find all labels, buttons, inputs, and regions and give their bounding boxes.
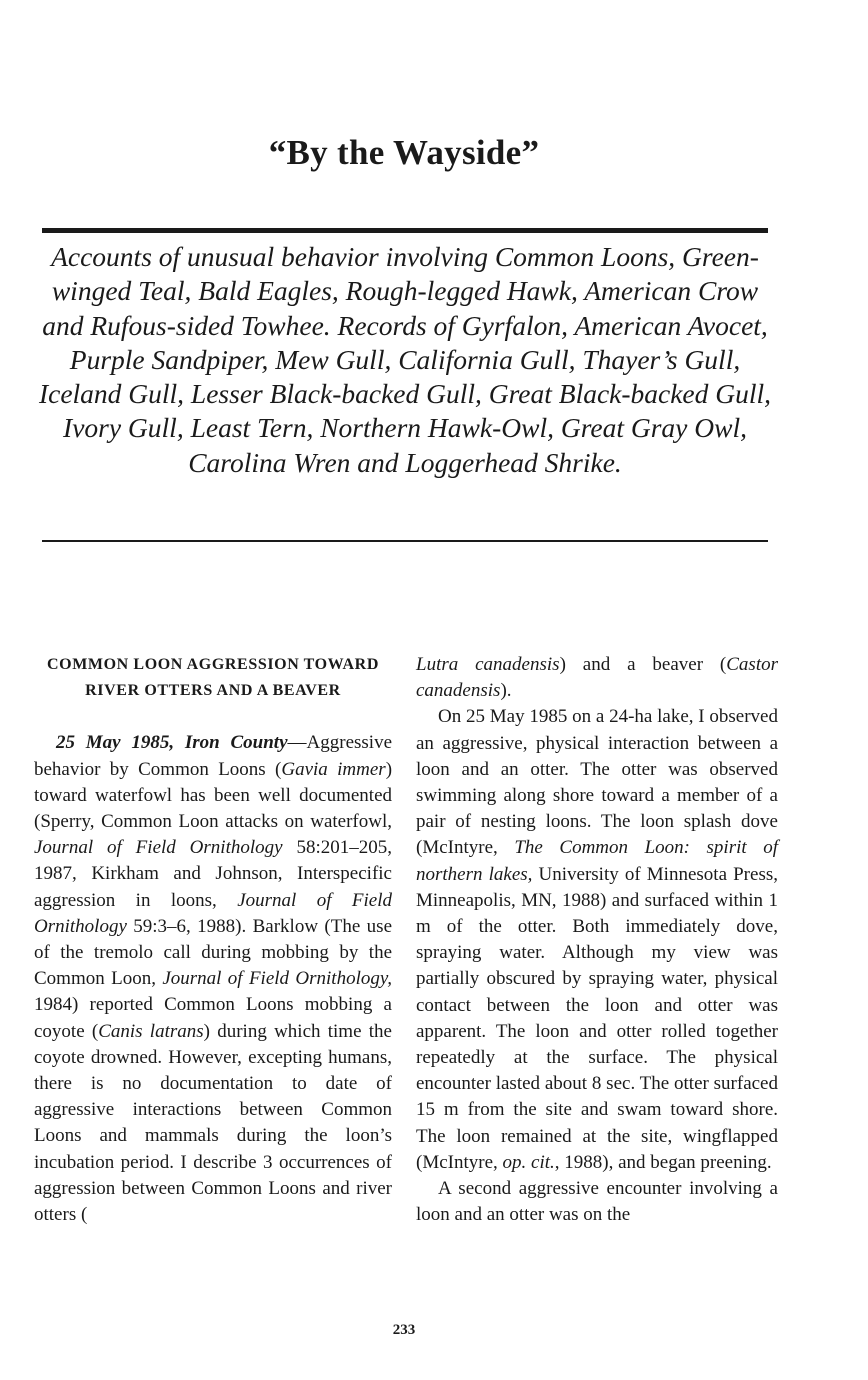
paragraph-text: 1984) reported Common Loons mobbing a coyote ( <box>34 994 392 1042</box>
paragraph-text: ) and a beaver ( <box>559 654 727 675</box>
journal-title: Journal of Field Ornithology <box>34 889 393 937</box>
paragraph-3 <box>416 1176 778 1228</box>
species-name: Canis latrans <box>98 1020 204 1042</box>
paragraph-text: A second aggressive encounter involving a loon and an otter was on the <box>416 1178 778 1226</box>
species-name: Castor canadensis <box>416 654 778 702</box>
section-heading <box>34 652 392 704</box>
paragraph-text: , 1988), and began preening. <box>554 1151 772 1173</box>
paragraph-text: ). <box>500 680 512 702</box>
paragraph-text: University of Minnesota Press, Minneapolis, MN, 1988) and surfaced within 1 m of the otter. Both immediately dove, spraying water. Although my view was partially obscured by spraying water, physical contact between the loon and otter was apparent. The loon and otter rolled together repeatedly at the surface. The physical encounter lasted about 8 sec. The otter surfaced 15 m from the site and swam toward shore. The loon remained at the site, wingflapped (McIntyre, <box>416 863 778 1173</box>
paragraph-text: 58:201–205, 1987, Kirkham and Johnson, Interspecific aggression in loons, <box>34 837 392 911</box>
species-name: Lutra canadensis <box>416 654 560 675</box>
page-number: 233 <box>392 1322 416 1338</box>
species-name: Gavia immer <box>281 758 386 780</box>
paragraph-lead: 25 May 1985, Iron County <box>56 732 288 754</box>
title-rule <box>42 228 768 233</box>
paragraph-1-continued <box>416 652 778 704</box>
paragraph-1 <box>34 730 392 1228</box>
article-summary: Accounts of unusual behavior involving Common Loons, Green-winged Teal, Bald Eagles, Rough-legged Hawk, American Crow and Rufous-sided Towhee. Records of Gyrfalon, American Avocet, Purple Sandpiper, Mew Gull, California Gull, Thayer’s Gull, Iceland Gull, Lesser Black-backed Gull, Great Black-backed Gull, Ivory Gull, Least Tern, Northern Hawk-Owl, Great Gray Owl, Carolina Wren and Loggerhead Shrike. <box>38 241 772 478</box>
page-title: “By the Wayside” <box>268 133 540 172</box>
paragraph-text: ) during which time the coyote drowned. However, excepting humans, there is no documentation to date of aggressive interactions between Common Loons and mammals during the loon’s incubation period. I describe 3 occurrences of aggression between Common Loons and river otters ( <box>34 1020 392 1226</box>
section-heading-text: COMMON LOON AGGRESSION TOWARD RIVER OTTERS AND A BEAVER <box>47 656 379 700</box>
citation-abbrev: op. cit. <box>502 1151 555 1173</box>
journal-title: Journal of Field Ornithology <box>34 837 283 859</box>
journal-title: Journal of Field Ornithology, <box>162 968 392 990</box>
paragraph-2 <box>416 704 778 1176</box>
book-title: The Common Loon: spirit of northern lakes, <box>416 837 778 885</box>
text-column-right <box>416 652 778 1228</box>
paragraph-text: —Aggressive behavior by Common Loons ( <box>34 732 392 780</box>
paragraph-text: ) toward waterfowl has been well documented (Sperry, Common Loon attacks on waterfowl, <box>34 758 393 833</box>
text-column-left <box>34 652 392 1228</box>
paragraph-text: On 25 May 1985 on a 24-ha lake, I observed an aggressive, physical interaction between a loon and an otter. The otter was observed swimming along shore toward a member of a pair of nesting loons. The loon splash dove (McIntyre, <box>416 706 778 859</box>
paragraph-text: 59:3–6, 1988). Barklow (The use of the tremolo call during mobbing by the Common Loon, <box>34 915 392 990</box>
summary-rule <box>42 540 768 542</box>
